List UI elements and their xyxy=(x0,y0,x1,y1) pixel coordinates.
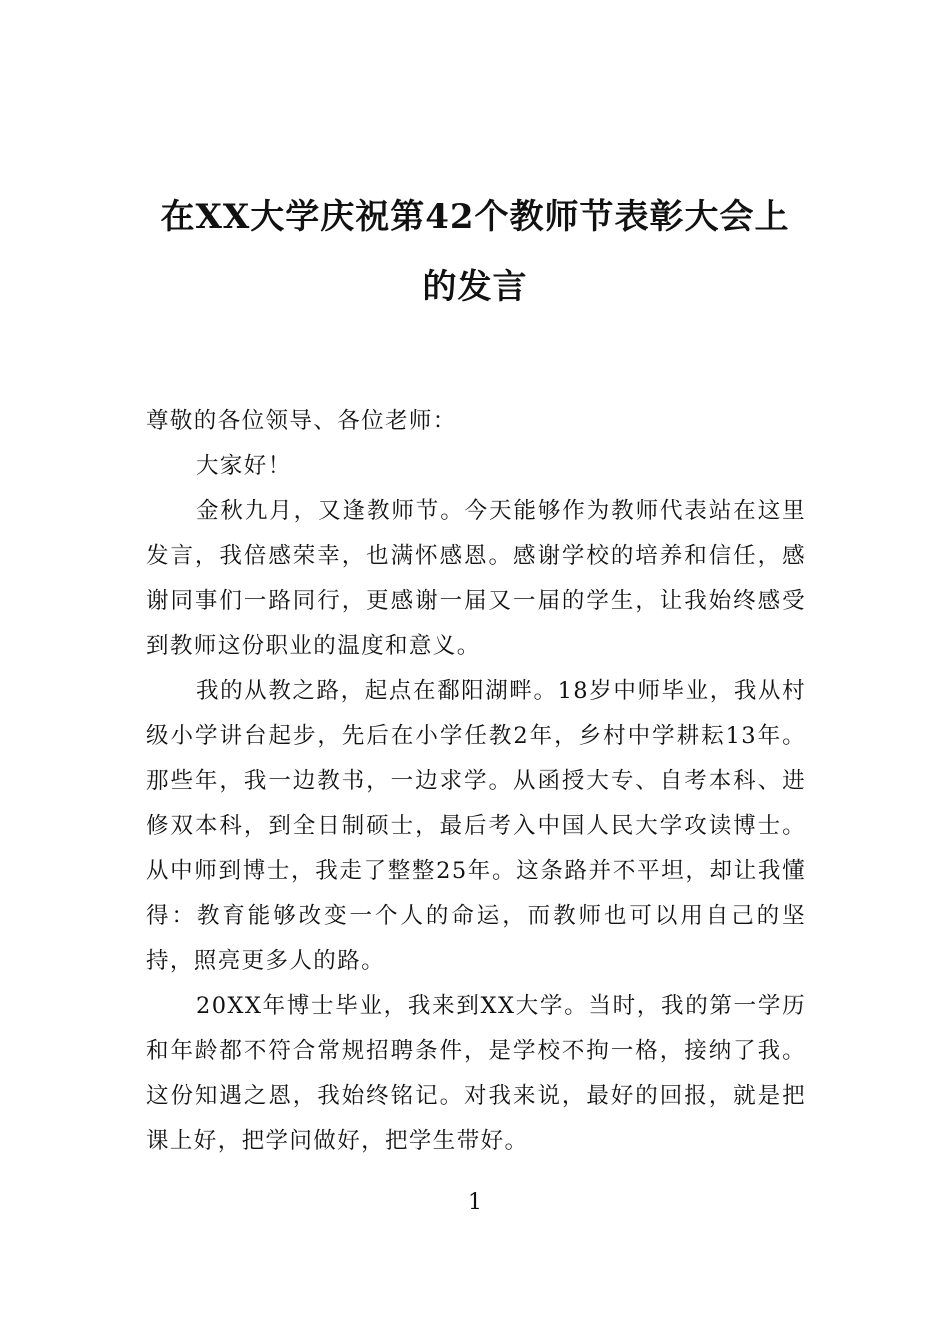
paragraph-2: 我的从教之路，起点在鄱阳湖畔。18岁中师毕业，我从村级小学讲台起步，先后在小学任教2年，乡村中学耕耘13年。那些年，我一边教书，一边求学。从函授大专、自考本科、进修双本科，到全日制硕士，最后考入中国人民大学攻读博士。从中师到博士，我走了整整25年。这条路并不平坦，却让我懂得：教育能够改变一个人的命运，而教师也可以用自己的坚持，照亮更多人的路。 xyxy=(146,678,806,974)
document-title-line-2: 的发言 xyxy=(422,267,528,307)
paragraph-3: 20XX年博士毕业，我来到XX大学。当时，我的第一学历和年龄都不符合常规招聘条件，是学校不拘一格，接纳了我。这份知遇之恩，我始终铭记。对我来说，最好的回报，就是把课上好，把学问做好，把学生带好。 xyxy=(146,993,806,1154)
document-title-line-1: 在XX大学庆祝第42个教师节表彰大会上 xyxy=(160,197,790,237)
page-number: 1 xyxy=(468,1190,482,1215)
document-body xyxy=(146,399,806,1164)
salutation: 尊敬的各位领导、各位老师： xyxy=(146,408,457,434)
greeting: 大家好！ xyxy=(196,453,292,479)
paragraph-1: 金秋九月，又逢教师节。今天能够作为教师代表站在这里发言，我倍感荣幸，也满怀感恩。感谢学校的培养和信任，感谢同事们一路同行，更感谢一届又一届的学生，让我始终感受到教师这份职业的温度和意义。 xyxy=(146,498,806,659)
